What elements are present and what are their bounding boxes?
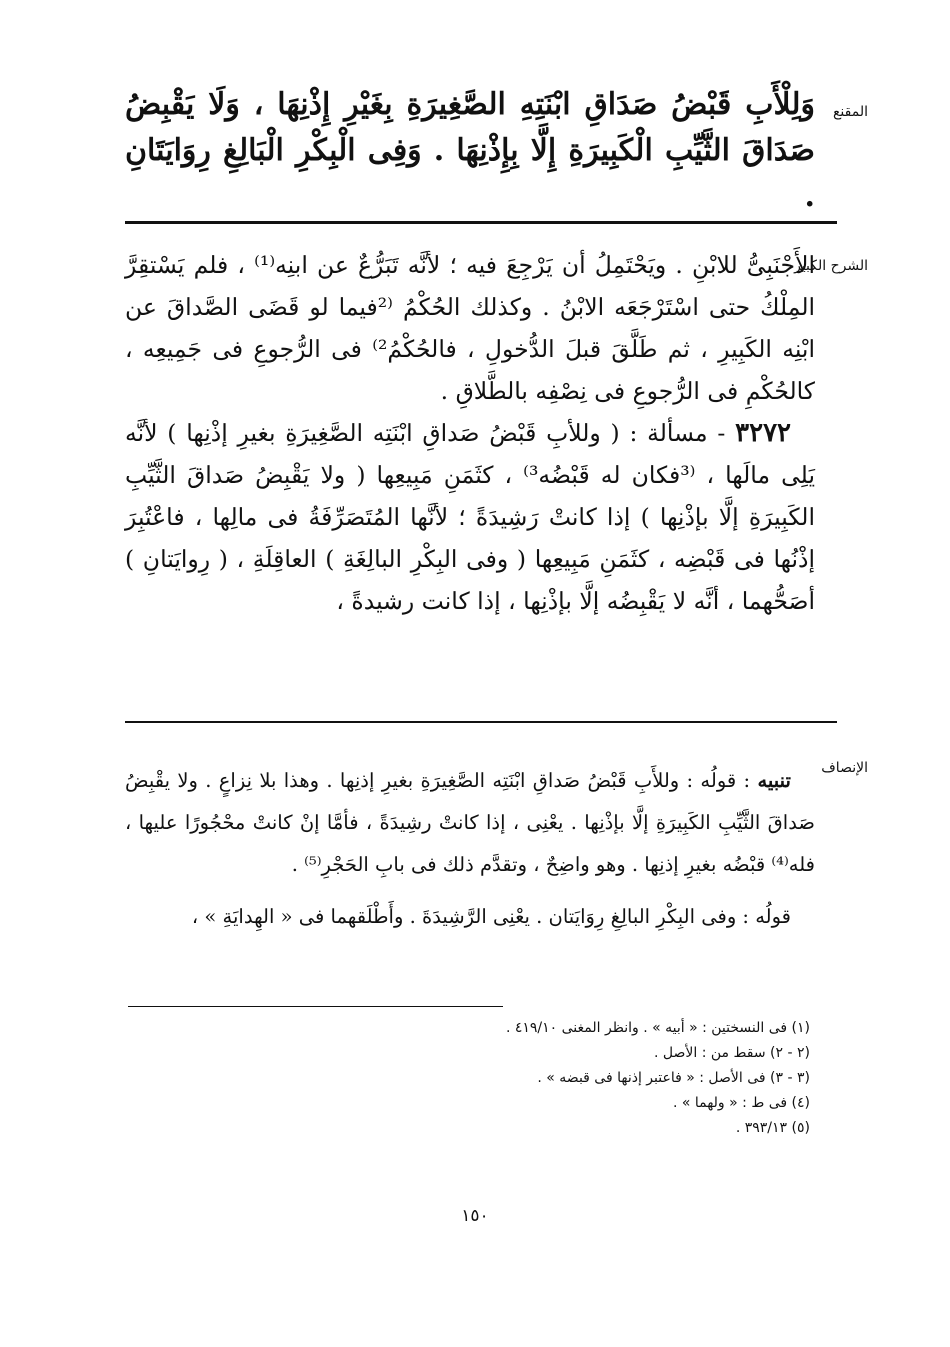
sharh-text-block: [125, 244, 815, 622]
footnote-divider: [128, 1006, 503, 1007]
insaf-paragraph-1-text: : قولُه : وللأَبِ قَبْضُ صَداقِ ابْنَتِه الصَّغِيرَةِ بغيرِ إذنِها . وهذا بلا نِزاعٍ . ولا يقْبِضُ صَداقَ الثَّيِّبِ الكَبِيرَةِ إلَّا بإذْنِها . يعْنِى ، إذا كانتْ رشِيدَةً ، فأمَّا إنْ كانتْ محْجُورًا عليها ، فله⁽⁴⁾ قبْضُه بغيرِ إذنِها . وهو واضِحٌ ، وتقدَّم ذلك فى بابِ الحَجْرِ⁽⁵⁾ .: [125, 769, 815, 876]
page-number: ١٥٠: [461, 1206, 489, 1226]
footnote-1: (١) فى النسختين : « أبيه » . وانظر المغنى ٤١٩/١٠ .: [505, 1020, 810, 1036]
muqni-text: وَلِلْأَبِ قَبْضُ صَدَاقِ ابْنَتِهِ الصَّغِيرَةِ بِغَيْرِ إِذْنِهَا ، وَلَا يَقْبِضُ صَدَاقَ الثَّيِّبِ الْكَبِيرَةِ إِلَّا بِإِذْنِهَا . وَفِى الْبِكْرِ الْبَالِغِ رِوَايَتَانِ .: [125, 87, 815, 214]
insaf-section-label: الإنصاف: [821, 760, 868, 776]
insaf-text-block: [125, 760, 815, 938]
footnote-3: (٣ - ٣) فى الأصل : « فاعتبر إذنها فى قبضه » .: [537, 1070, 810, 1086]
footnotes: [350, 1016, 810, 1141]
footnote-4: (٤) فى ط : « ولهما » .: [672, 1095, 810, 1111]
sharh-section-label: الشرح الكبير: [794, 258, 868, 274]
muqni-text-block: [125, 82, 815, 220]
sharh-paragraph-2-text: - مسألة : ( وللأبِ قَبْضُ صَداقِ ابْنَتِه الصَّغِيرَةِ بغيرِ إذْنِها ) لأنَّه يَلِى مالَها ، ⁽³فكان له قَبْضُه³⁾ ، كثَمَنِ مَبِيعِها ( ولا يَقْبِضُ صَداقَ الثَّيِّبِ الكَبِيرَةِ إلَّا بإذْنِها ) إذا كانتْ رَشِيدَةً ؛ لأنَّها المُتَصَرِّفَةُ فى مالِها ، فاعْتُبِرَ إذْنُها فى قَبْضِه ، كثَمَنِ مَبِيعِها ( وفى البِكْرِ البالِغَةِ ) العاقِلَةِ ، ( رِوايَتانِ ) أصَحُّهما ، أنَّه لا يَقْبِضُه إلَّا بإذْنِها ، إذا كانت رشيدةً ،: [125, 419, 815, 615]
sharh-paragraph-1: الأَجْنَبِىُّ للابْنِ . ويَحْتَمِلُ أن يَرْجِعَ فيه ؛ لأنَّه تَبَرُّعٌ عن ابنِه⁽¹⁾ ، فلم يَسْتقِرَّ المِلْكُ حتى اسْتَرْجَعَه الابْنُ . وكذلك الحُكْمُ ⁽²فيما لو قَضَى الصَّداقَ عن ابْنِه الكَبِيرِ ، ثم طَلَّقَ قبلَ الدُّخولِ ، فالحُكْمُ²⁾ فى الرُّجوعِ فى جَمِيعِه ، كالحُكْمِ فى الرُّجوعِ فى نِصْفِه بالطَّلاقِ .: [125, 251, 816, 405]
section-divider-middle: [125, 721, 837, 723]
sharh-paragraph-2: [125, 412, 815, 622]
footnote-5: (٥) ٣٩٣/١٣ .: [735, 1120, 810, 1136]
footnote-2: (٢ - ٢) سقط من : الأصل .: [654, 1045, 810, 1061]
insaf-paragraph-1: [125, 760, 815, 886]
issue-number: ٣٢٧٢: [735, 418, 791, 448]
muqni-section-label: المقنع: [832, 104, 868, 120]
section-divider-top: [125, 221, 837, 224]
insaf-lead-word: تنبيه: [757, 769, 791, 792]
insaf-paragraph-2: قولُه : وفى البِكْرِ البالِغِ رِوَايَتان . يعْنِى الرَّشِيدَةَ . وأَطْلَقهما فى « الهِدايَةِ » ،: [191, 905, 791, 928]
